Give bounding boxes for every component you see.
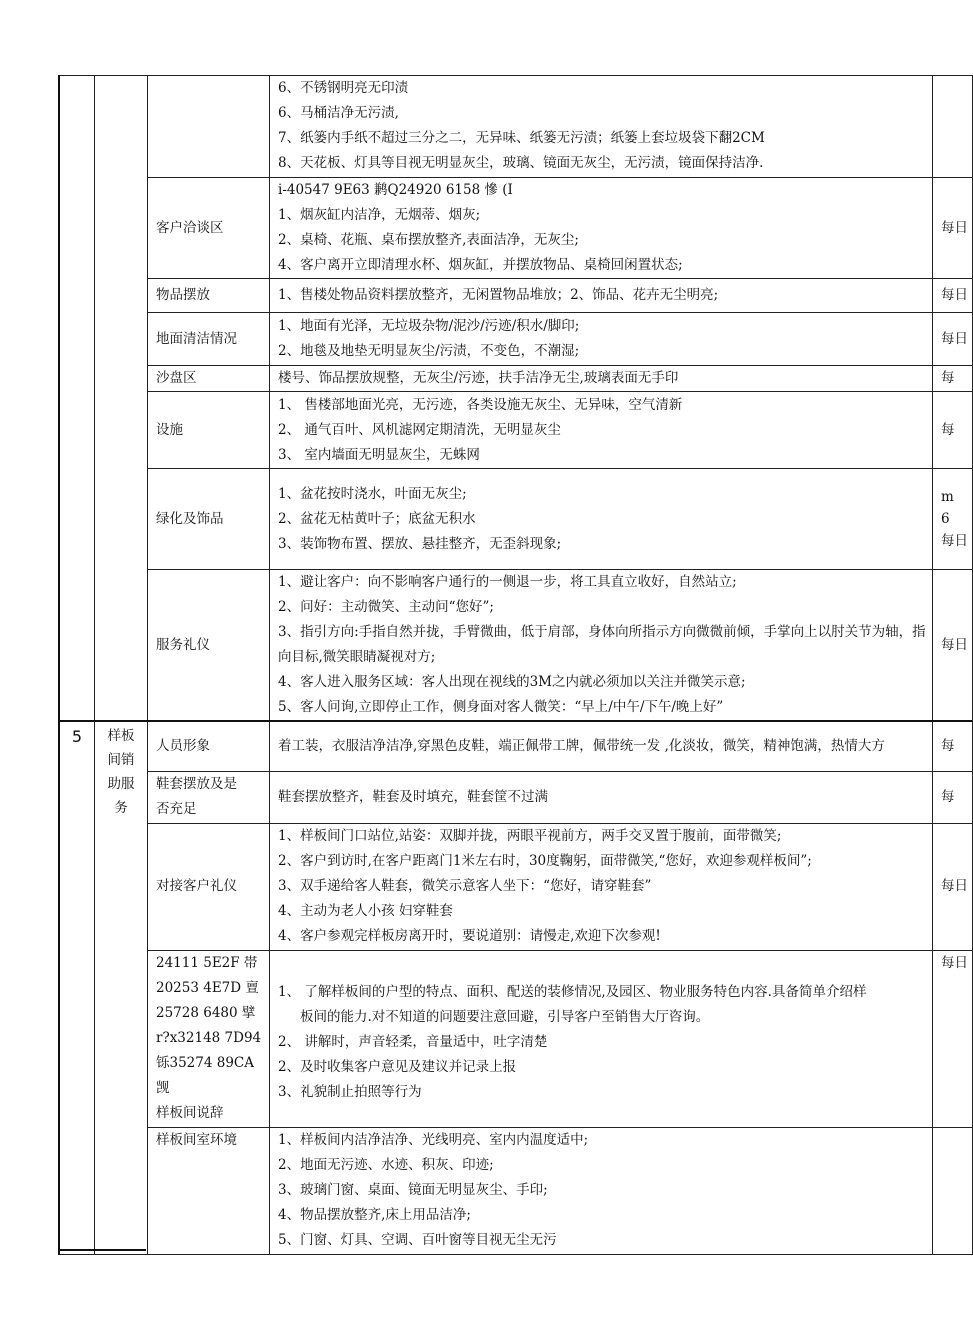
table-row — [59, 721, 973, 771]
standard-line: 6、不锈钢明亮无印渍 — [278, 80, 409, 96]
table-row — [59, 771, 973, 823]
standard-line: 3、指引方向:手指自然并拢，手臂微曲，低于肩部，身体向所指示方向微微前倾，手掌向上以肘关节为轴，指向目标,微笑眼睛凝视对方; — [278, 624, 926, 665]
category-line: 助服 — [107, 776, 135, 792]
standard-line: 4、客人进入服务区域：客人出现在视线的3M之内就必须加以关注并微笑示意; — [278, 674, 746, 690]
frequency-cell: 每 — [933, 721, 973, 771]
frequency-cell: 每日 — [933, 313, 973, 366]
item-cell: 地面清洁情况 — [148, 313, 270, 366]
item-line: 觊 — [156, 1079, 170, 1096]
standard-line: 4、客户离开立即清理水杯、烟灰缸，并摆放物品、桌椅回闲置状态; — [278, 257, 683, 273]
standard-line: 5、客人问询,立即停止工作，侧身面对客人微笑：“早上/中午/下午/晚上好” — [278, 699, 724, 715]
standard-line: 3、装饰物布置、摆放、悬挂整齐，无歪斜现象; — [278, 535, 562, 552]
category-line: 务 — [114, 800, 128, 816]
section-number: 5 — [71, 727, 83, 746]
item-cell: 客户洽谈区 — [148, 178, 270, 279]
standard-line: 3、礼貌制止拍照等行为 — [278, 1084, 422, 1100]
frequency-cell — [933, 469, 973, 570]
standard-line: 2、客户到访时,在客户距离门1米左右时，30度鞠躬，面带微笑,“您好，欢迎参观样板间”; — [278, 853, 812, 869]
frequency-cell: 每日 — [933, 279, 973, 313]
standard-line: 1、烟灰缸内洁净，无烟蒂、烟灰; — [278, 207, 481, 223]
standard-line: 4、主动为老人小孩 妇穿鞋套 — [278, 903, 453, 919]
frequency-line: 每日 — [941, 533, 968, 549]
item-cell: 设施 — [148, 392, 270, 469]
item-cell — [148, 76, 270, 178]
table-row — [59, 279, 973, 313]
standard-line: 1、 了解样板间的户型的特点、面积、配送的装修情况,及园区、物业服务特色内容.具备简单介绍样 — [278, 984, 867, 1000]
table-row — [59, 366, 973, 392]
standard-line: 1、盆花按时浇水，叶面无灰尘; — [278, 485, 467, 502]
frequency-line: m — [941, 489, 954, 505]
standard-line: 2、 讲解时，声音轻柔，音量适中，吐字清楚 — [278, 1034, 548, 1050]
standard-line: 8、天花板、灯具等目视无明显灰尘，玻璃、镜面无灰尘，无污渍，镜面保持洁净. — [278, 155, 764, 171]
standard-line: 7、纸篓内手纸不超过三分之二，无异味、纸篓无污渍；纸篓上套垃圾袋下翻2CM — [278, 130, 765, 146]
standard-cell — [270, 178, 933, 279]
bottom-border — [58, 1249, 146, 1251]
item-line: 铄35274 89CA — [156, 1054, 254, 1071]
frequency-cell — [933, 76, 973, 178]
standard-line: 1、避让客户：向不影响客户通行的一侧退一步，将工具直立收好，自然站立; — [278, 574, 737, 590]
standard-cell — [270, 313, 933, 366]
standard-line: 1、 售楼部地面光亮，无污迹，各类设施无灰尘、无异味，空气清新 — [278, 396, 683, 413]
standard-line: 着工装，衣服洁净洁净,穿黑色皮鞋，端正佩带工牌，佩带统一发 ,化淡妆，微笑，精神饱满，热情大方 — [278, 737, 885, 754]
item-cell: 对接客户礼仪 — [148, 823, 270, 950]
standard-line: 2、问好：主动微笑、主动问“您好”; — [278, 599, 494, 615]
category-cell — [95, 76, 148, 722]
table-row — [59, 76, 973, 178]
item-cell: 绿化及饰品 — [148, 469, 270, 570]
standard-line: 1、样板间内洁净洁净、光线明亮、室内内温度适中; — [278, 1132, 589, 1148]
standard-cell — [270, 366, 933, 392]
standard-line: 4、客户参观完样板房离开时，要说道别：请慢走,欢迎下次参观! — [278, 928, 661, 944]
standard-cell — [270, 823, 933, 950]
item-line: 否充足 — [156, 801, 197, 817]
table-row — [59, 392, 973, 469]
standard-line: 3、玻璃门窗、桌面、镜面无明显灰尘、手印; — [278, 1182, 548, 1198]
item-line: 25728 6480 擘 — [156, 1004, 256, 1021]
frequency-cell: 每日 — [933, 950, 973, 1127]
standard-cell — [270, 392, 933, 469]
category-line: 间销 — [107, 752, 135, 768]
standard-line: 2、桌椅、花瓶、桌布摆放整齐,表面洁净，无灰尘; — [278, 232, 579, 248]
table-row — [59, 178, 973, 279]
standard-line: 板间的能力.对不知道的问题要注意回避，引导客户至销售大厅咨询。 — [300, 1009, 710, 1025]
standard-cell — [270, 771, 933, 823]
standard-line: 5、门窗、灯具、空调、百叶窗等目视无尘无污 — [278, 1232, 557, 1248]
standard-line: 3、 室内墙面无明显灰尘，无蛛网 — [278, 446, 480, 463]
item-cell: 服务礼仪 — [148, 570, 270, 722]
standard-line: i-40547 9E63 鹣Q24920 6158 慘 (I — [278, 182, 513, 198]
table-row — [59, 950, 973, 1127]
standards-table — [58, 75, 973, 1255]
standard-cell — [270, 950, 933, 1127]
table-row — [59, 1127, 973, 1254]
item-cell — [148, 950, 270, 1127]
frequency-cell: 每日 — [933, 823, 973, 950]
standard-line: 4、物品摆放整齐,床上用品洁净; — [278, 1207, 471, 1223]
standard-cell — [270, 76, 933, 178]
standard-cell — [270, 1127, 933, 1254]
table-row — [59, 823, 973, 950]
table-row — [59, 570, 973, 722]
frequency-cell — [933, 1127, 973, 1254]
table-row — [59, 469, 973, 570]
standard-line: 1、地面有光泽，无垃圾杂物/泥沙/污迹/积水/脚印; — [278, 318, 580, 334]
category-line: 样板 — [107, 728, 135, 744]
item-line: 样板间说辞 — [156, 1104, 224, 1121]
frequency-cell: 每 — [933, 366, 973, 392]
frequency-cell: 每日 — [933, 178, 973, 279]
item-cell: 物品摆放 — [148, 279, 270, 313]
item-line: 20253 4E7D 亶 — [156, 979, 259, 996]
standard-line: 6、马桶洁净无污渍, — [278, 105, 399, 121]
standard-line: 3、双手递给客人鞋套，微笑示意客人坐下：“您好，请穿鞋套” — [278, 878, 652, 894]
item-cell — [148, 771, 270, 823]
standard-line: 楼号、饰品摆放规整，无灰尘/污迹，扶手洁净无尘,玻璃表面无手印 — [278, 370, 679, 386]
frequency-cell: 每日 — [933, 570, 973, 722]
item-cell: 人员形象 — [148, 721, 270, 771]
frequency-line: 6 — [941, 511, 950, 527]
standard-cell — [270, 570, 933, 722]
standard-cell — [270, 279, 933, 313]
table-row — [59, 313, 973, 366]
row-number-cell — [59, 76, 95, 722]
standard-line: 2、及时收集客户意见及建议并记录上报 — [278, 1059, 517, 1075]
standard-line: 1、样板间门口站位,站姿：双脚并拢，两眼平视前方，两手交叉置于腹前，面带微笑; — [278, 828, 782, 844]
standard-line: 2、地毯及地垫无明显灰尘/污渍，不变色，不潮湿; — [278, 343, 580, 359]
standard-line: 2、 通气百叶、风机滤网定期清洗，无明显灰尘 — [278, 421, 561, 438]
standard-cell — [270, 721, 933, 771]
section-category-cell — [95, 721, 148, 1254]
frequency-cell: 每 — [933, 392, 973, 469]
item-line: 24111 5E2F 帯 — [156, 954, 258, 971]
standard-line: 2、盆花无枯黄叶子；底盆无积水 — [278, 510, 476, 527]
section-number-cell — [59, 721, 95, 1254]
standard-line: 1、售楼处物品资料摆放整齐，无闲置物品堆放；2、饰品、花卉无尘明亮; — [278, 287, 719, 303]
standard-cell — [270, 469, 933, 570]
item-line: r?x32148 7D94 — [156, 1029, 262, 1046]
item-line: 鞋套摆放及是 — [156, 776, 237, 792]
standard-line: 鞋套摆放整齐，鞋套及时填充，鞋套筐不过满 — [278, 788, 548, 805]
item-cell: 样板间室环境 — [148, 1127, 270, 1254]
item-cell: 沙盘区 — [148, 366, 270, 392]
standard-line: 2、地面无污迹、水迹、积灰、印迹; — [278, 1157, 494, 1173]
frequency-cell: 每 — [933, 771, 973, 823]
